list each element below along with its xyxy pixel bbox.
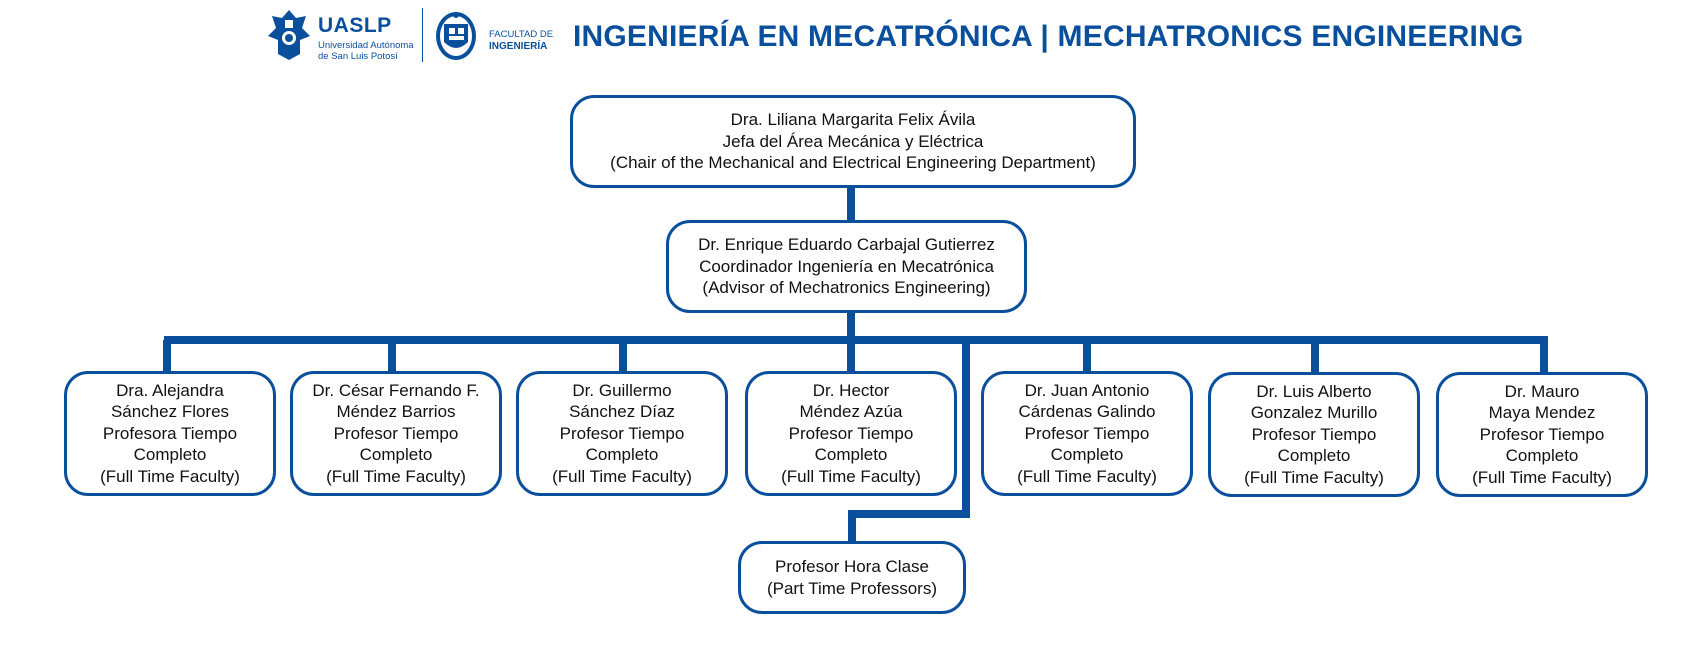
faculty-node bbox=[981, 371, 1193, 496]
faculty-name-line2: Cárdenas Galindo bbox=[1018, 402, 1156, 422]
faculty-name-line1: Dr. Hector bbox=[812, 380, 890, 400]
chair-node bbox=[570, 95, 1136, 188]
faculty-role-line2: Completo bbox=[1277, 446, 1351, 466]
faculty-role-en: (Full Time Faculty) bbox=[781, 466, 921, 486]
faculty-node bbox=[64, 371, 276, 496]
faculty-role-line2: Completo bbox=[585, 445, 659, 465]
faculty-role-line1: Profesor Tiempo bbox=[1024, 423, 1150, 443]
page-title: INGENIERÍA EN MECATRÓNICA | MECHATRONICS ENGINEERING bbox=[573, 20, 1524, 53]
uaslp-logo-subtitle: Universidad Autónoma bbox=[318, 40, 414, 51]
faculty-role-line1: Profesor Tiempo bbox=[788, 423, 914, 443]
faculty-role-line1: Profesor Tiempo bbox=[333, 423, 459, 443]
faculty-node bbox=[1208, 372, 1420, 497]
chair-name: Dra. Liliana Margarita Felix Ávila bbox=[730, 110, 976, 130]
coordinator-role: Coordinador Ingeniería en Mecatrónica bbox=[699, 256, 994, 276]
faculty-node bbox=[745, 371, 957, 496]
faculty-role-en: (Full Time Faculty) bbox=[1017, 466, 1157, 486]
coordinator-name: Dr. Enrique Eduardo Carbajal Gutierrez bbox=[698, 235, 995, 255]
faculty-role-en: (Full Time Faculty) bbox=[552, 466, 692, 486]
faculty-role-en: (Full Time Faculty) bbox=[326, 466, 466, 486]
coordinator-node bbox=[666, 220, 1027, 313]
faculty-role-line2: Completo bbox=[814, 445, 888, 465]
faculty-name-line1: Dr. Mauro bbox=[1504, 381, 1580, 401]
faculty-name-line1: Dr. César Fernando F. bbox=[312, 380, 480, 400]
uaslp-logo-subtitle-2: de San Luis Potosí bbox=[318, 51, 398, 62]
faculty-name-line1: Dra. Alejandra bbox=[116, 380, 224, 400]
chair-role: Jefa del Área Mecánica y Eléctrica bbox=[722, 131, 984, 151]
faculty-role-line2: Completo bbox=[1050, 445, 1124, 465]
faculty-role-en: (Full Time Faculty) bbox=[100, 466, 240, 486]
part-time-node bbox=[738, 541, 966, 614]
uaslp-logo-text: UASLP bbox=[318, 14, 392, 37]
faculty-role-line1: Profesor Tiempo bbox=[1479, 424, 1605, 444]
faculty-logo-line2: INGENIERÍA bbox=[489, 41, 548, 52]
faculty-name-line2: Sánchez Flores bbox=[110, 402, 230, 422]
faculty-node bbox=[290, 371, 502, 496]
faculty-node bbox=[516, 371, 728, 496]
faculty-logo-line1: FACULTAD DE bbox=[489, 29, 554, 40]
faculty-name-line2: Méndez Azúa bbox=[799, 402, 903, 422]
faculty-role-en: (Full Time Faculty) bbox=[1472, 467, 1612, 487]
part-time-role-en: (Part Time Professors) bbox=[766, 578, 938, 598]
faculty-role-line1: Profesor Tiempo bbox=[559, 423, 685, 443]
chair-role-en: (Chair of the Mechanical and Electrical Engineering Department) bbox=[610, 153, 1096, 173]
faculty-name-line1: Dr. Luis Alberto bbox=[1256, 381, 1372, 401]
faculty-node bbox=[1436, 372, 1648, 497]
faculty-name-line2: Sánchez Díaz bbox=[569, 402, 675, 422]
faculty-name-line2: Gonzalez Murillo bbox=[1250, 403, 1378, 423]
part-time-role: Profesor Hora Clase bbox=[774, 557, 929, 576]
faculty-name-line1: Dr. Guillermo bbox=[572, 380, 672, 400]
faculty-name-line2: Maya Mendez bbox=[1488, 403, 1596, 423]
coordinator-role-en: (Advisor of Mechatronics Engineering) bbox=[702, 278, 991, 298]
faculty-role-line2: Completo bbox=[133, 445, 207, 465]
faculty-role-line1: Profesora Tiempo bbox=[102, 423, 238, 443]
faculty-name-line1: Dr. Juan Antonio bbox=[1024, 380, 1150, 400]
faculty-role-line2: Completo bbox=[1505, 446, 1579, 466]
faculty-role-en: (Full Time Faculty) bbox=[1244, 467, 1384, 487]
faculty-role-line1: Profesor Tiempo bbox=[1251, 424, 1377, 444]
faculty-name-line2: Méndez Barrios bbox=[336, 402, 456, 422]
faculty-role-line2: Completo bbox=[359, 445, 433, 465]
